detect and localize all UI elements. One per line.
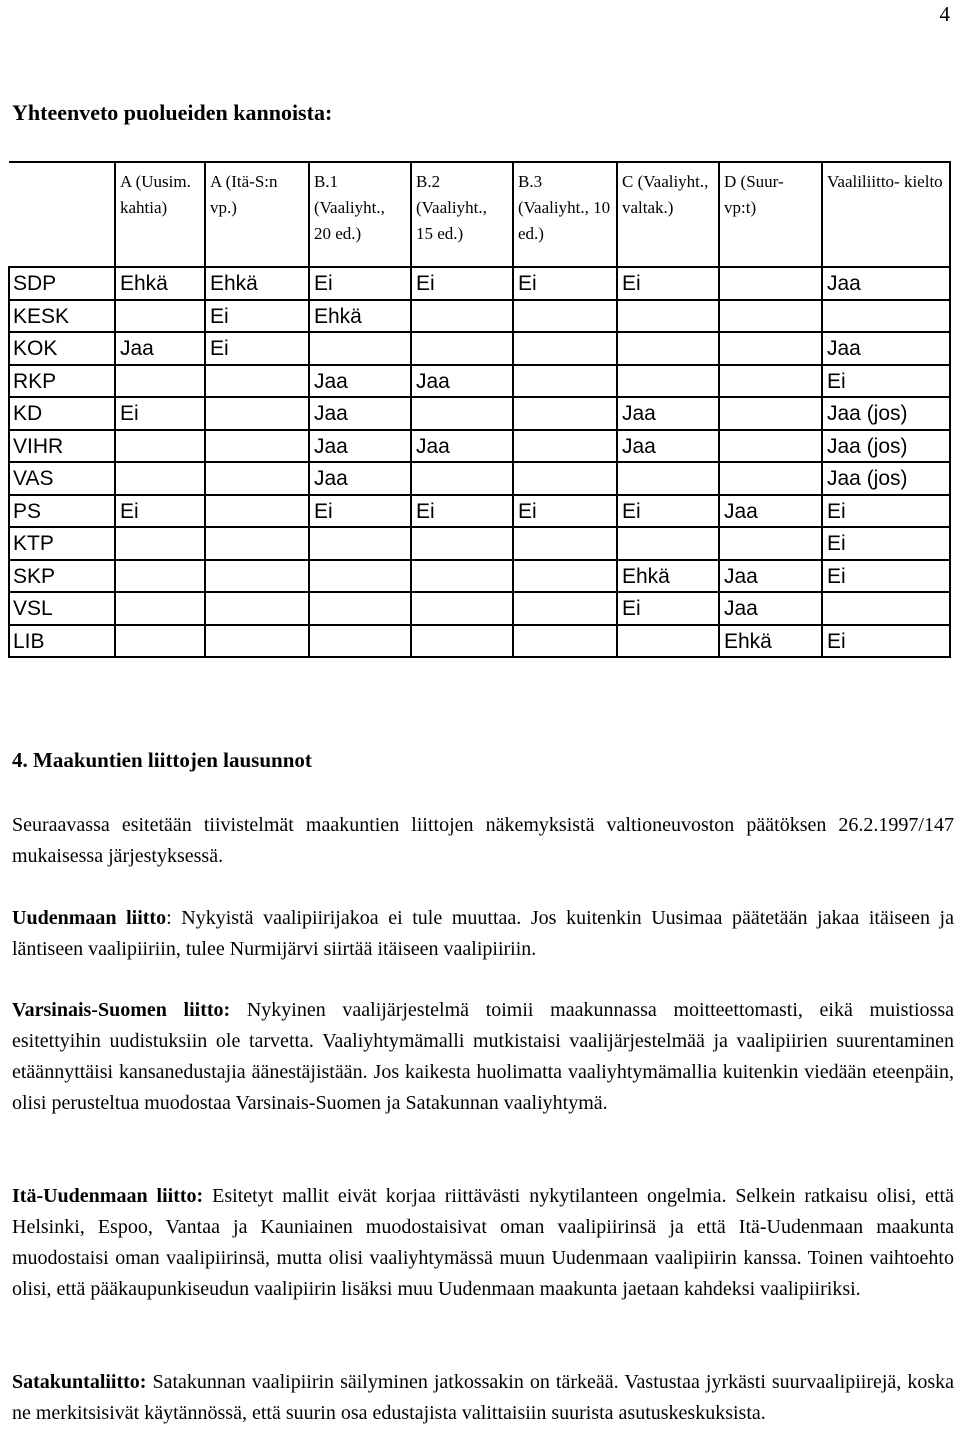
position-cell xyxy=(309,527,411,560)
position-cell xyxy=(205,462,309,495)
position-cell xyxy=(513,560,617,593)
statement-paragraph xyxy=(12,1367,954,1429)
position-cell: Ei xyxy=(205,300,309,333)
position-cell xyxy=(115,592,205,625)
position-cell: Jaa xyxy=(617,397,719,430)
position-cell xyxy=(205,495,309,528)
position-cell: Jaa xyxy=(719,592,822,625)
position-cell xyxy=(719,527,822,560)
column-header: Vaaliliitto- kielto xyxy=(822,162,950,267)
table-row xyxy=(9,495,950,528)
position-cell xyxy=(822,300,950,333)
position-cell xyxy=(513,365,617,398)
position-cell xyxy=(617,625,719,658)
position-cell xyxy=(719,397,822,430)
table-row xyxy=(9,430,950,463)
party-cell: VIHR xyxy=(9,430,115,463)
position-cell xyxy=(115,560,205,593)
section-title: 4. Maakuntien liittojen lausunnot xyxy=(12,748,312,772)
statement-org: Satakuntaliitto: xyxy=(12,1371,147,1393)
position-cell xyxy=(115,625,205,658)
position-cell: Jaa xyxy=(309,462,411,495)
position-cell: Ei xyxy=(513,495,617,528)
statement-org: Uudenmaan liitto xyxy=(12,907,167,929)
position-cell xyxy=(719,365,822,398)
position-cell xyxy=(513,332,617,365)
position-cell xyxy=(513,527,617,560)
party-cell: VSL xyxy=(9,592,115,625)
position-cell xyxy=(617,462,719,495)
position-cell xyxy=(411,462,513,495)
party-cell: VAS xyxy=(9,462,115,495)
column-header: A (Uusim. kahtia) xyxy=(115,162,205,267)
table-body xyxy=(9,267,950,657)
column-header: A (Itä-S:n vp.) xyxy=(205,162,309,267)
position-cell: Jaa (jos) xyxy=(822,430,950,463)
position-cell: Ei xyxy=(309,267,411,300)
position-cell: Jaa xyxy=(309,430,411,463)
table-row xyxy=(9,625,950,658)
statement-org: Varsinais-Suomen liitto: xyxy=(12,999,231,1021)
position-cell xyxy=(513,462,617,495)
position-cell: Jaa xyxy=(822,267,950,300)
position-cell: Jaa xyxy=(115,332,205,365)
position-cell: Ehkä xyxy=(309,300,411,333)
statement-text: Esitetyt mallit eivät korjaa riittävästi nykytilanteen ongelmia. Selkein ratkaisu olisi, että Helsinki, Espoo, Vantaa ja Kauniainen muodostaisivat oman vaalipiirinsä ja että Itä-Uudenmaan maakunta muodostaisi oman vaalipiirinsä, mutta olisi vaaliyhtymässä muun Uudenmaan vaalipiirin kanssa. Toinen vaihtoehto olisi, että pääkaupunkiseudun vaalipiirin lisäksi muu Uudenmaan maakunta jaetaan kahdeksi vaalipiiriksi. xyxy=(12,1185,954,1300)
position-cell: Ei xyxy=(617,267,719,300)
position-cell: Ei xyxy=(115,397,205,430)
position-cell xyxy=(205,625,309,658)
position-cell xyxy=(205,560,309,593)
position-cell xyxy=(115,527,205,560)
position-cell xyxy=(822,592,950,625)
position-cell xyxy=(205,397,309,430)
position-cell: Ei xyxy=(115,495,205,528)
table-row xyxy=(9,527,950,560)
header-party-cell xyxy=(9,162,115,267)
position-cell xyxy=(719,267,822,300)
position-cell xyxy=(309,592,411,625)
position-cell xyxy=(205,365,309,398)
position-cell: Jaa (jos) xyxy=(822,462,950,495)
position-cell xyxy=(115,365,205,398)
position-cell xyxy=(205,430,309,463)
table-row xyxy=(9,462,950,495)
intro-paragraph: Seuraavassa esitetään tiivistelmät maakuntien liittojen näkemyksistä valtioneuvoston päätöksen 26.2.1997/147 mukaisessa järjestyksessä. xyxy=(12,814,954,867)
position-cell: Jaa xyxy=(822,332,950,365)
column-header: B.3 (Vaaliyht., 10 ed.) xyxy=(513,162,617,267)
position-cell xyxy=(719,300,822,333)
statement-org: Itä-Uudenmaan liitto: xyxy=(12,1185,204,1207)
position-cell xyxy=(513,625,617,658)
position-cell xyxy=(617,332,719,365)
position-cell: Ei xyxy=(513,267,617,300)
table-row xyxy=(9,332,950,365)
column-header: D (Suur- vp:t) xyxy=(719,162,822,267)
column-header: B.1 (Vaaliyht., 20 ed.) xyxy=(309,162,411,267)
summary-heading: Yhteenveto puolueiden kannoista: xyxy=(12,100,333,125)
position-cell xyxy=(719,430,822,463)
position-cell xyxy=(205,592,309,625)
position-cell xyxy=(309,625,411,658)
page-number: 4 xyxy=(939,2,950,26)
position-cell xyxy=(513,430,617,463)
position-cell: Jaa xyxy=(411,430,513,463)
position-cell xyxy=(115,462,205,495)
position-cell: Ei xyxy=(411,495,513,528)
position-cell: Jaa xyxy=(309,365,411,398)
statement-paragraph xyxy=(12,995,954,1119)
position-cell: Ei xyxy=(822,495,950,528)
party-cell: KTP xyxy=(9,527,115,560)
statement-text: : Nykyistä vaalipiirijakoa ei tule muuttaa. Jos kuitenkin Uusimaa päätetään jakaa itäiseen ja läntiseen vaalipiiriin, tulee Nurmijärvi siirtää itäiseen vaalipiiriin. xyxy=(12,907,954,960)
position-cell: Ehkä xyxy=(617,560,719,593)
statement-text: Nykyinen vaalijärjestelmä toimii maakunnassa moitteettomasti, eikä muistiossa esitettyihin uudistuksiin ole tarvetta. Vaaliyhtymämalli mutkistaisi vaalijärjestelmää ja vaalipiirien suurentaminen etäännyttäisi kansanedustajia äänestäjistään. Jos kaikesta huolimatta vaaliyhtymämallia kuitenkin viedään eteenpäin, olisi perusteltua muodostaa Varsinais-Suomen ja Satakunnan vaaliyhtymä. xyxy=(12,999,954,1114)
position-cell xyxy=(115,430,205,463)
position-cell xyxy=(513,300,617,333)
position-cell xyxy=(205,527,309,560)
table-row xyxy=(9,365,950,398)
position-cell xyxy=(513,397,617,430)
position-cell: Ei xyxy=(617,495,719,528)
position-cell xyxy=(617,300,719,333)
column-header: C (Vaaliyht., valtak.) xyxy=(617,162,719,267)
party-cell: KD xyxy=(9,397,115,430)
table-row xyxy=(9,300,950,333)
party-cell: LIB xyxy=(9,625,115,658)
statement-paragraph xyxy=(12,1181,954,1305)
statement-paragraph xyxy=(12,903,954,965)
position-cell xyxy=(719,332,822,365)
party-cell: SDP xyxy=(9,267,115,300)
table-row xyxy=(9,592,950,625)
position-cell: Ei xyxy=(411,267,513,300)
table-row xyxy=(9,267,950,300)
column-header: B.2 (Vaaliyht., 15 ed.) xyxy=(411,162,513,267)
position-cell: Ei xyxy=(822,365,950,398)
position-cell xyxy=(309,332,411,365)
party-cell: SKP xyxy=(9,560,115,593)
position-cell: Ehkä xyxy=(719,625,822,658)
party-positions-table xyxy=(8,161,951,658)
table-row xyxy=(9,560,950,593)
party-cell: RKP xyxy=(9,365,115,398)
position-cell: Ehkä xyxy=(205,267,309,300)
table-header-row xyxy=(9,162,950,267)
position-cell xyxy=(411,332,513,365)
table-row xyxy=(9,397,950,430)
position-cell xyxy=(617,527,719,560)
position-cell xyxy=(411,527,513,560)
position-cell: Ei xyxy=(822,625,950,658)
position-cell: Ehkä xyxy=(115,267,205,300)
position-cell: Jaa xyxy=(719,560,822,593)
position-cell xyxy=(411,300,513,333)
position-cell: Ei xyxy=(205,332,309,365)
position-cell: Ei xyxy=(309,495,411,528)
position-cell: Jaa xyxy=(719,495,822,528)
party-cell: KESK xyxy=(9,300,115,333)
position-cell: Jaa xyxy=(309,397,411,430)
position-cell xyxy=(411,560,513,593)
party-cell: KOK xyxy=(9,332,115,365)
statement-text: Satakunnan vaalipiirin säilyminen jatkossakin on tärkeää. Vastustaa jyrkästi suurvaalipiirejä, koska ne merkitsisivät käytännössä, että suurin osa edustajista valittaisiin suurista asutuskeskuksista. xyxy=(12,1371,954,1424)
position-cell xyxy=(309,560,411,593)
position-cell: Ei xyxy=(617,592,719,625)
position-cell: Jaa (jos) xyxy=(822,397,950,430)
position-cell xyxy=(411,625,513,658)
party-cell: PS xyxy=(9,495,115,528)
position-cell: Ei xyxy=(822,527,950,560)
position-cell xyxy=(411,592,513,625)
position-cell xyxy=(115,300,205,333)
position-cell xyxy=(513,592,617,625)
position-cell: Jaa xyxy=(411,365,513,398)
position-cell: Jaa xyxy=(617,430,719,463)
position-cell xyxy=(411,397,513,430)
position-cell xyxy=(617,365,719,398)
position-cell xyxy=(719,462,822,495)
position-cell: Ei xyxy=(822,560,950,593)
